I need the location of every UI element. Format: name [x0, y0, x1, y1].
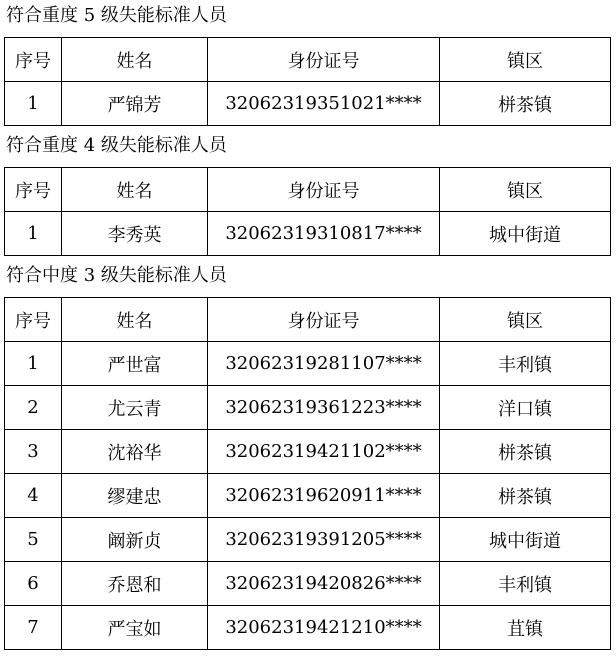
cell-town: 城中街道 [440, 212, 611, 256]
header-town: 镇区 [440, 38, 611, 82]
table-row [5, 518, 611, 562]
header-name: 姓名 [62, 298, 208, 342]
header-name: 姓名 [62, 168, 208, 212]
table-row [5, 386, 611, 430]
cell-town: 洋口镇 [440, 386, 611, 430]
cell-town: 城中街道 [440, 518, 611, 562]
table-moderate-3 [4, 297, 611, 650]
table-severe-5 [4, 37, 611, 126]
cell-id: 32062319351021**** [208, 82, 440, 126]
cell-no: 1 [5, 82, 62, 126]
table-row [5, 342, 611, 386]
cell-name: 尤云青 [62, 386, 208, 430]
cell-no: 3 [5, 430, 62, 474]
section-title-severe-5: 符合重度 5 级失能标准人员 [6, 5, 227, 26]
cell-town: 栟茶镇 [440, 82, 611, 126]
section-title-severe-4: 符合重度 4 级失能标准人员 [6, 135, 227, 156]
table-row [5, 606, 611, 650]
cell-no: 6 [5, 562, 62, 606]
cell-name: 乔恩和 [62, 562, 208, 606]
table-row [5, 474, 611, 518]
table-header-row [5, 298, 611, 342]
cell-name: 严宝如 [62, 606, 208, 650]
cell-no: 7 [5, 606, 62, 650]
header-id: 身份证号 [208, 168, 440, 212]
cell-no: 5 [5, 518, 62, 562]
header-id: 身份证号 [208, 38, 440, 82]
cell-no: 1 [5, 342, 62, 386]
header-no: 序号 [5, 168, 62, 212]
header-town: 镇区 [440, 168, 611, 212]
table-row [5, 430, 611, 474]
cell-town: 栟茶镇 [440, 474, 611, 518]
cell-id: 32062319421102**** [208, 430, 440, 474]
cell-no: 1 [5, 212, 62, 256]
cell-name: 严世富 [62, 342, 208, 386]
header-id: 身份证号 [208, 298, 440, 342]
cell-id: 32062319281107**** [208, 342, 440, 386]
table-row [5, 82, 611, 126]
cell-id: 32062319620911**** [208, 474, 440, 518]
cell-town: 苴镇 [440, 606, 611, 650]
cell-name: 缪建忠 [62, 474, 208, 518]
cell-id: 32062319361223**** [208, 386, 440, 430]
cell-no: 2 [5, 386, 62, 430]
header-no: 序号 [5, 298, 62, 342]
cell-id: 32062319310817**** [208, 212, 440, 256]
header-no: 序号 [5, 38, 62, 82]
cell-name: 李秀英 [62, 212, 208, 256]
table-header-row [5, 38, 611, 82]
cell-no: 4 [5, 474, 62, 518]
cell-id: 32062319421210**** [208, 606, 440, 650]
cell-id: 32062319420826**** [208, 562, 440, 606]
cell-town: 丰利镇 [440, 342, 611, 386]
table-header-row [5, 168, 611, 212]
cell-id: 32062319391205**** [208, 518, 440, 562]
cell-name: 阚新贞 [62, 518, 208, 562]
cell-town: 丰利镇 [440, 562, 611, 606]
header-town: 镇区 [440, 298, 611, 342]
section-title-moderate-3: 符合中度 3 级失能标准人员 [6, 265, 227, 286]
cell-name: 严锦芳 [62, 82, 208, 126]
cell-name: 沈裕华 [62, 430, 208, 474]
cell-town: 栟茶镇 [440, 430, 611, 474]
table-severe-4 [4, 167, 611, 256]
table-row [5, 562, 611, 606]
table-row [5, 212, 611, 256]
header-name: 姓名 [62, 38, 208, 82]
